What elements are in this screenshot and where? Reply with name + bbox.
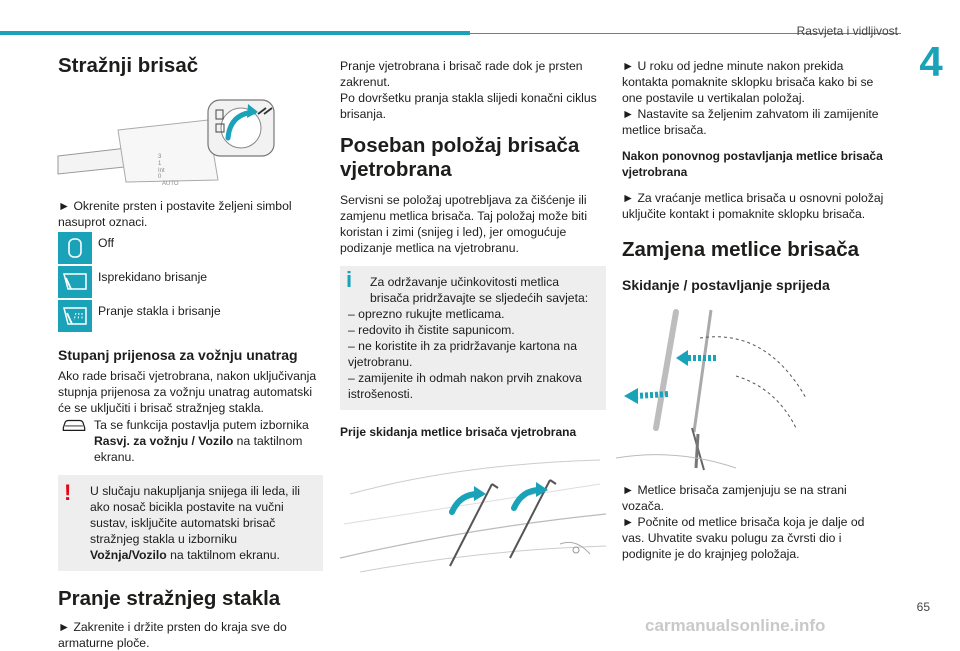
symbol-label-wash: Pranje stakla i brisanje [98, 304, 221, 318]
replace-step-2: ► Počnite od metlice brisača koja je dalje od vas. Uhvatite svaku polugu za čvrsti dio i podignite je do krajnjeg položaja. [622, 515, 865, 561]
windscreen-wipers-illustration [340, 454, 606, 604]
wash-intro-2: Po dovršetku pranja stakla slijedi konačni ciklus brisanja. [340, 91, 597, 121]
menu-setting-post: na taktilnom ekranu. [94, 434, 303, 464]
rear-wiper-title: Stražnji brisač [58, 54, 199, 77]
after-refit-heading: Nakon ponovnog postavljanja metlice brisača vjetrobrana [622, 149, 883, 179]
symbol-row-off [58, 232, 323, 264]
stalk-mark-auto: AUTO [162, 181, 179, 187]
service-position-title: Poseban položaj brisača vjetrobrana [340, 134, 580, 181]
info-icon: i [346, 267, 353, 292]
stalk-mark-1: 1 [158, 161, 162, 167]
info-item: – zamijenite ih odmah nakon prvih znakova istrošenosti. [348, 371, 582, 401]
after-refit-text: ► Za vraćanje metlica brisača u osnovni položaj uključite kontakt i pomaknite sklopku brisača. [622, 191, 884, 221]
reverse-gear-text: Ako rade brisači vjetrobrana, nakon uključivanja stupnja prijenosa za vožnju unatrag automatski će se uključiti i brisač stražnjeg stakla. [58, 369, 317, 415]
column-left [58, 50, 323, 651]
info-item: – ne koristite ih za pridržavanje kartona na vjetrobranu. [348, 339, 577, 369]
column-middle [340, 50, 606, 604]
wiper-off-icon [58, 232, 92, 264]
header-accent-bar [0, 31, 470, 35]
info-box [340, 266, 606, 410]
symbol-row-wash [58, 300, 323, 332]
chapter-number: 4 [919, 38, 943, 85]
wiper-intermittent-icon [58, 266, 92, 298]
replace-blade-title: Zamjena metlice brisača [622, 238, 860, 261]
symbol-label-intermittent: Isprekidano brisanje [98, 270, 208, 284]
warning-text [90, 483, 315, 563]
warning-menu-path: Vožnja/Vozilo [90, 548, 167, 562]
menu-setting-row [58, 417, 323, 465]
reverse-gear-heading: Stupanj prijenosa za vožnju unatrag [58, 347, 298, 363]
wiper-wash-icon [58, 300, 92, 332]
service-step-1: ► U roku od jedne minute nakon prekida kontakta pomaknite sklopku brisača kako bi se one postavile u vertikalan položaj. [622, 59, 874, 105]
replace-step-1: ► Metlice brisača zamjenjuju se na strani vozača. [622, 483, 847, 513]
turn-ring-instruction: ► Okrenite prsten i postavite željeni simbol nasuprot oznaci. [58, 199, 292, 229]
wash-intro-1: Pranje vjetrobrana i brisač rade dok je prsten zakrenut. [340, 59, 583, 89]
warning-icon: ! [64, 480, 72, 505]
symbol-row-intermittent [58, 266, 323, 298]
menu-path: Rasvj. za vožnju / Vozilo [94, 434, 234, 448]
warning-box [58, 475, 323, 571]
before-removal-heading: Prije skidanja metlice brisača vjetrobrana [340, 425, 577, 439]
service-step-2: ► Nastavite sa željenim zahvatom ili zamijenite metlice brisača. [622, 107, 879, 137]
rear-wash-text: ► Zakrenite i držite prsten do kraja sve do armaturne ploče. [58, 620, 287, 650]
blade-removal-illustration [616, 308, 816, 474]
page-number: 65 [916, 600, 930, 614]
stalk-mark-3: 3 [158, 154, 162, 160]
menu-setting-text [94, 417, 323, 465]
menu-setting-pre: Ta se funkcija postavlja putem izbornika [94, 418, 309, 432]
section-title: Rasvjeta i vidljivost [796, 24, 898, 38]
rear-wash-title: Pranje stražnjeg stakla [58, 587, 281, 610]
front-removal-heading: Skidanje / postavljanje sprijeda [622, 277, 830, 293]
rear-wiper-stalk-illustration [58, 90, 278, 190]
warning-text-post: na taktilnom ekranu. [166, 548, 280, 562]
stalk-mark-int: Int [158, 168, 165, 174]
info-intro: Za održavanje učinkovitosti metlica brisača pridržavajte se sljedećih savjeta: [370, 275, 589, 305]
warning-text-pre: U slučaju nakupljanja snijega ili leda, ili ako nosač bicikla postavite na vučni sustav, isključite automatski brisač stražnjeg stakla u izborniku [90, 484, 301, 546]
symbol-label-off: Off [98, 236, 115, 250]
info-item: – redovito ih čistite sapunicom. [348, 323, 515, 337]
stalk-mark-0: 0 [158, 174, 162, 180]
column-right [622, 50, 887, 562]
vehicle-menu-icon [58, 417, 90, 433]
service-position-text: Servisni se položaj upotrebljava za čišćenje ili zamjenu metlica brisača. Taj položaj može biti koristan i zimi (snijeg i led), jer omogućuje podizanje metlica na vjetrobranu. [340, 193, 588, 255]
info-item: – oprezno rukujte metlicama. [348, 307, 505, 321]
watermark: carmanualsonline.info [645, 616, 826, 635]
